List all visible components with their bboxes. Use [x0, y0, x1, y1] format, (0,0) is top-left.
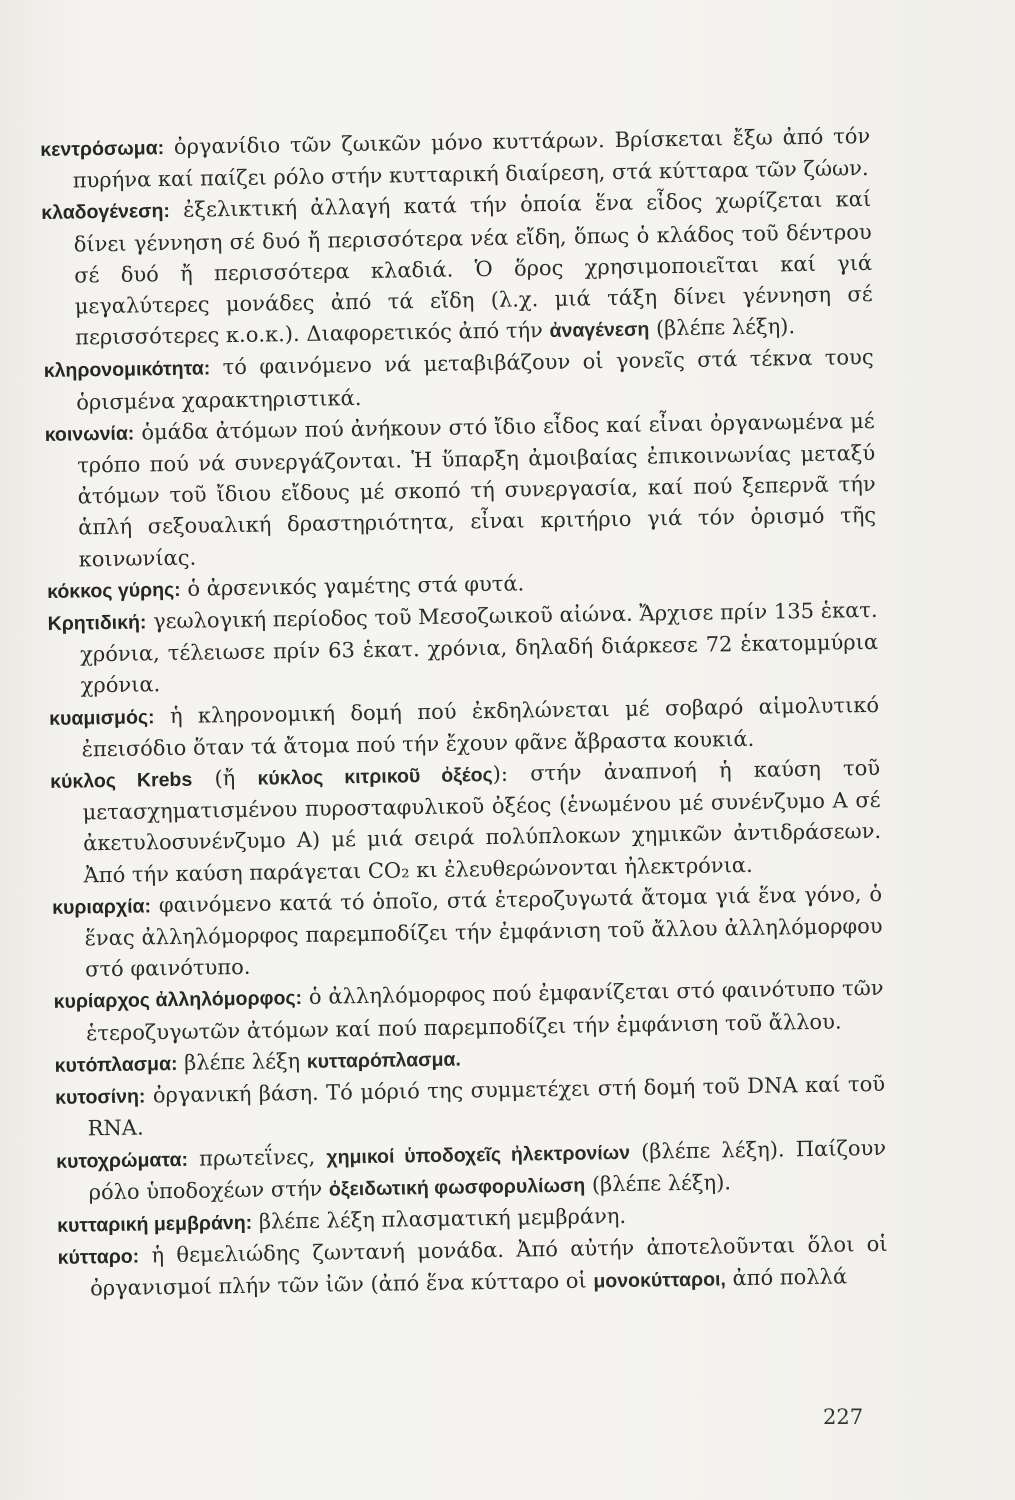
- glossary-entry: [57, 1229, 888, 1306]
- entry-definition: ὁ ἀρσενικός γαμέτης στά φυτά.: [180, 571, 525, 601]
- entry-term: κύτταρο:: [57, 1245, 140, 1269]
- entry-definition: τό φαινόμενο νά μεταβιβάζουν οἱ γονεῖς στά τέκνα τους ὁρισμένα χαρακτηριστικά.: [76, 345, 874, 415]
- entry-definition: βλέπε λέξη: [177, 1048, 308, 1075]
- cross-reference: ἀναγένεση: [549, 318, 650, 343]
- entry-term: κληρονομικότητα:: [43, 357, 211, 383]
- entry-definition: φαινόμενο κατά τό ὁποῖο, στά ἑτεροζυγωτά ἄτομα γιά ἕνα γόνο, ὁ ἕνας ἀλληλόμορφος παρεμποδίζει τήν ἐμφάνιση τοῦ ἄλλου ἀλληλόμορφου στό φαινότυπο.: [84, 881, 883, 982]
- entry-definition: πρωτεΐνες,: [187, 1144, 327, 1171]
- entry-definition: βλέπε λέξη πλασματική μεμβράνη.: [252, 1203, 627, 1234]
- glossary: [40, 121, 888, 1306]
- entry-term: κεντρόσωμα:: [40, 137, 165, 161]
- entry-term: κυριαρχία:: [51, 895, 152, 919]
- entry-term: κυτταρική μεμβράνη:: [56, 1211, 253, 1237]
- entry-term: κυαμισμός:: [49, 705, 155, 730]
- entry-definition: (βλέπε λέξη). Παίζουν ρόλο ὑποδοχέων στήν: [88, 1135, 887, 1205]
- entry-term: κόκκος γύρης:: [47, 578, 181, 603]
- entry-term: κυτοσίνη:: [54, 1085, 146, 1109]
- entry-definition: ὀργανική βάση. Τό μόριό της συμμετέχει στή δομή τοῦ DNA καί τοῦ RNA.: [87, 1071, 886, 1141]
- cross-reference: μονοκύτταροι,: [593, 1268, 727, 1293]
- glossary-entry: [44, 406, 876, 576]
- entry-term: Κρητιδική:: [47, 611, 147, 635]
- cross-reference: κυτταρόπλασμα.: [306, 1048, 461, 1073]
- entry-definition: ὁμάδα ἀτόμων πού ἀνήκουν στό ἴδιο εἶδος καί εἶναι ὀργανωμένα μέ τρόπο πού νά συνεργάζονται. Ἡ ὕπαρξη ἀμοιβαίας ἐπικοινωνίας μεταξύ ἀτόμων τοῦ ἴδιου εἴδους μέ σκοπό τή συνεργασία, καί πού ξεπερνᾶ τήν ἁπλή σεξουαλική δραστηριότητα, εἶναι κριτήριο γιά τόν ὁρισμό τῆς κοινωνίας.: [77, 408, 877, 572]
- page-number: 227: [823, 1405, 864, 1429]
- entry-term: κύκλος Krebs: [50, 768, 193, 793]
- glossary-entry: [47, 595, 878, 703]
- glossary-entry: [53, 973, 884, 1049]
- entry-definition: (ἤ: [192, 765, 258, 791]
- entry-definition: ὁ ἀλληλόμορφος πού ἐμφανίζεται στό φαινότυπο τῶν ἑτεροζυγωτῶν ἀτόμων καί πού παρεμποδίζει τήν ἐμφάνιση τοῦ ἄλλου.: [85, 976, 884, 1046]
- entry-definition: ὀργανίδιο τῶν ζωικῶν μόνο κυττάρων. Βρίσκεται ἔξω ἀπό τόν πυρήνα καί παίζει ρόλο στήν κυτταρική διαίρεση, στά κύτταρα τῶν ζώων.: [72, 123, 871, 193]
- entry-term: κυρίαρχος ἀλληλόμορφος:: [53, 987, 303, 1014]
- cross-reference: χημικοί ὑποδοχεῖς ἠλεκτρονίων: [326, 1141, 631, 1169]
- entry-definition: ἡ κληρονομική δομή πού ἐκδηλώνεται μέ σοβαρό αἱμολυτικό ἐπεισόδιο ὅταν τά ἄτομα πού τήν ἔχουν φᾶνε ἄβραστα κουκιά.: [81, 692, 880, 762]
- entry-definition: (βλέπε λέξη).: [585, 1169, 732, 1197]
- entry-term: κυτόπλασμα:: [54, 1052, 178, 1077]
- glossary-entry: [41, 184, 873, 355]
- glossary-entry: [50, 753, 882, 892]
- entry-definition: γεωλογική περίοδος τοῦ Μεσοζωικοῦ αἰώνα. Ἄρχισε πρίν 135 ἑκατ. χρόνια, τέλειωσε πρίν 63 ἑκατ. χρόνια, δηλαδή διάρκεσε 72 ἑκατομμύρια χρόνια.: [79, 597, 879, 698]
- entry-term: κοινωνία:: [44, 422, 135, 446]
- cross-reference: ὀξειδωτική φωσφορυλίωση: [328, 1174, 586, 1201]
- entry-definition: ): στήν ἀναπνοή ἡ καύση τοῦ μετασχηματισμένου πυροσταφυλικοῦ ὀξέος (ἑνωμένου μέ συνένζυμο Α σέ ἀκετυλοσυνένζυμο Α) μέ μιά σειρά πολύπλοκων χημικῶν ἀντιδράσεων. Ἀπό τήν καύση παράγεται CO₂ κι ἐλευθερώνονται ἠλεκτρόνια.: [82, 755, 882, 888]
- entry-definition: ἀπό πολλά: [725, 1264, 848, 1291]
- entry-definition: (βλέπε λέξη).: [649, 314, 796, 341]
- entry-definition: ἐξελικτική ἀλλαγή κατά τήν ὁποία ἕνα εἶδος χωρίζεται καί δίνει γέννηση σέ δυό ἤ περισσότερα νέα εἴδη, ὅπως ὁ κλάδος τοῦ δέντρου σέ δυό ἤ περισσότερα κλαδιά. Ὁ ὅρος χρησιμοποιεῖται καί γιά μεγαλύτερες μονάδες ἀπό τά εἴδη (λ.χ. μιά τάξη δίνει γέννηση σέ περισσότερες κ.ο.κ.). Διαφορετικός ἀπό τήν: [73, 187, 873, 350]
- entry-term: κλαδογένεση:: [41, 200, 171, 225]
- entry-term-alt: κύκλος κιτρικοῦ ὀξέος: [257, 764, 493, 790]
- entry-term: κυτοχρώματα:: [55, 1148, 189, 1173]
- glossary-entry: [52, 879, 883, 987]
- entry-definition: ἡ θεμελιώδης ζωντανή μονάδα. Ἀπό αὐτήν ἀποτελοῦνται ὅλοι οἱ ὀργανισμοί πλήν τῶν ἰῶν (ἀπό ἕνα κύτταρο οἱ: [89, 1231, 888, 1301]
